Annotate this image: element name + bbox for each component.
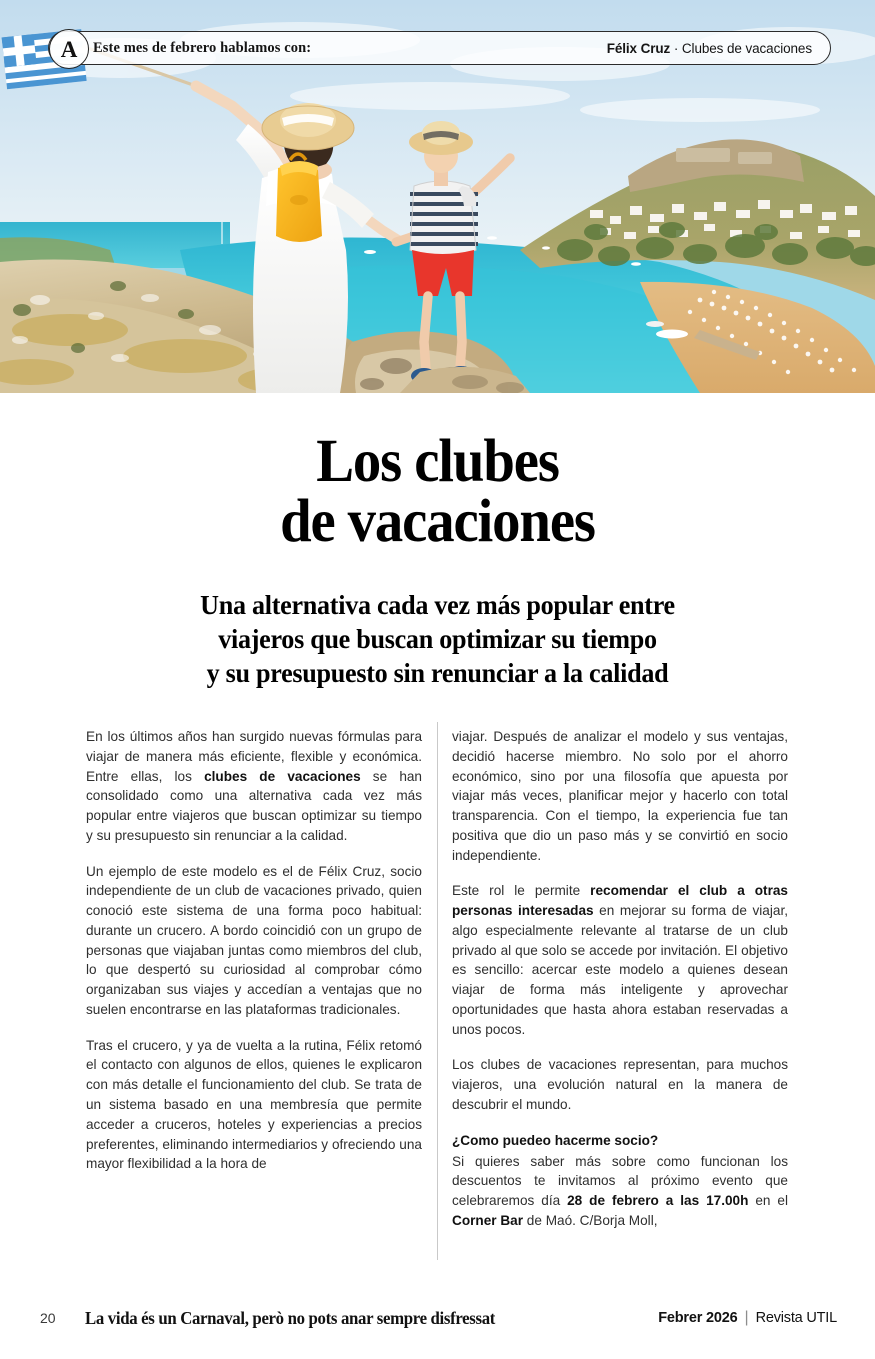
headline-line-1: Los clubes <box>316 428 559 495</box>
text-run: Un ejemplo de este modelo es el de Félix Cruz, socio independiente de un club de vacaciones privado, quien conoció este sistema de una forma poco habitual: durante un crucero. A bordo coincidió con un grupo de personas que viajaban juntas como miembros del club, lo que despertó su curiosidad al comprobar cómo organizaban sus viajes y accedían a ventajas que no suelen encontrarse en las plataformas tradicionales. <box>86 863 422 1017</box>
magazine-name: Revista UTIL <box>755 1310 837 1326</box>
subheadline-line-3: y su presupuesto sin renunciar a la calidad <box>206 656 669 688</box>
footer-issue-block <box>658 1309 837 1327</box>
text-run: en el <box>748 1193 788 1209</box>
issue-date: Febrer 2026 <box>658 1310 738 1326</box>
text-run: Este rol le permite <box>452 883 591 899</box>
page-title <box>31 428 845 555</box>
text-run: Si quieres saber más sobre como funcionan los descuentos te invitamos al próximo evento que celebraremos día <box>452 1153 788 1209</box>
text-run: En los últimos años han surgido nuevas fórmulas para viajar de manera más eficiente, flexible y económica. Entre ellas, los <box>86 729 422 784</box>
text-run: de Maó. C/Borja Moll, <box>523 1212 658 1228</box>
kicker-separator: · <box>670 40 682 56</box>
page-number: 20 <box>40 1310 56 1326</box>
headline-line-2: de vacaciones <box>280 487 595 555</box>
emphasis-run: 28 de febrero a las 17.00h <box>567 1193 749 1209</box>
cta-heading: ¿Como puedeo hacerme socio? <box>452 1132 659 1148</box>
kicker-guest <box>607 41 812 56</box>
headline-block <box>0 428 875 555</box>
cta-paragraph <box>452 1152 788 1231</box>
article-column-right <box>452 727 788 1231</box>
section-badge-icon: A <box>49 29 89 69</box>
emphasis-run: Corner Bar <box>452 1212 524 1228</box>
subheadline <box>22 588 853 689</box>
body-paragraph <box>86 862 422 1020</box>
body-paragraph <box>452 881 788 1039</box>
emphasis-run: clubes de vacaciones <box>204 768 361 784</box>
body-paragraph <box>452 1055 788 1114</box>
guest-name: Félix Cruz <box>606 40 671 56</box>
body-paragraph <box>452 727 788 865</box>
emphasis-run: recomendar el club a otras personas interesadas <box>452 883 788 919</box>
kicker-bar <box>48 31 831 65</box>
body-paragraph <box>86 727 422 846</box>
text-run: Los clubes de vacaciones representan, para muchos viajeros, una evolución natural en la manera de descubrir el mundo. <box>452 1057 788 1113</box>
article-body <box>86 727 788 1231</box>
article-column-left <box>86 727 422 1231</box>
kicker-label: Este mes de febrero hablamos con: <box>93 39 312 56</box>
text-run: viajar. Después de analizar el modelo y sus ventajas, decidió hacerse miembro. No solo por el ahorro económico, sino por una filosofía que apuesta por viajar más veces, planificar mejor y hacerlo con total transparencia. Con el tiempo, la experiencia fue tan positiva que dio un paso más y se convirtió en socio independiente. <box>452 729 788 863</box>
guest-topic: Clubes de vacaciones <box>681 40 812 56</box>
text-run: se han consolidado como una alternativa cada vez más popular entre viajeros que buscan optimizar su tiempo y su presupuesto sin renunciar a la calidad. <box>86 768 422 843</box>
text-run: en mejorar su forma de viajar, algo especialmente relevante al tratarse de un club privado al que solo se accede por invitación. El objetivo es sencillo: acercar este modelo a quienes desean viajar de forma más inteligente y aprovechar oportunidades que hasta ahora estaban reservadas a unos pocos. <box>452 903 788 1037</box>
subheadline-line-1: Una alternativa cada vez más popular entre <box>200 589 675 620</box>
footer-divider: | <box>744 1309 749 1326</box>
body-paragraph <box>86 1036 422 1174</box>
footer-tagline: La vida és un Carnaval, però no pots anar sempre disfressat <box>85 1307 496 1328</box>
text-run: Tras el crucero, y ya de vuelta a la rutina, Félix retomó el contacto con algunos de ellos, quienes le explicaron con más detalle el funcionamiento del club. Se trata de un sistema basado en una membresía que permite acceder a cruceros, hoteles y experiencias a precios preferentes, eliminando intermediarios y ofreciendo una mayor flexibilidad a la hora de <box>86 1037 422 1172</box>
subheadline-line-2: viajeros que buscan optimizar su tiempo <box>218 622 657 654</box>
page-footer <box>0 1303 875 1333</box>
